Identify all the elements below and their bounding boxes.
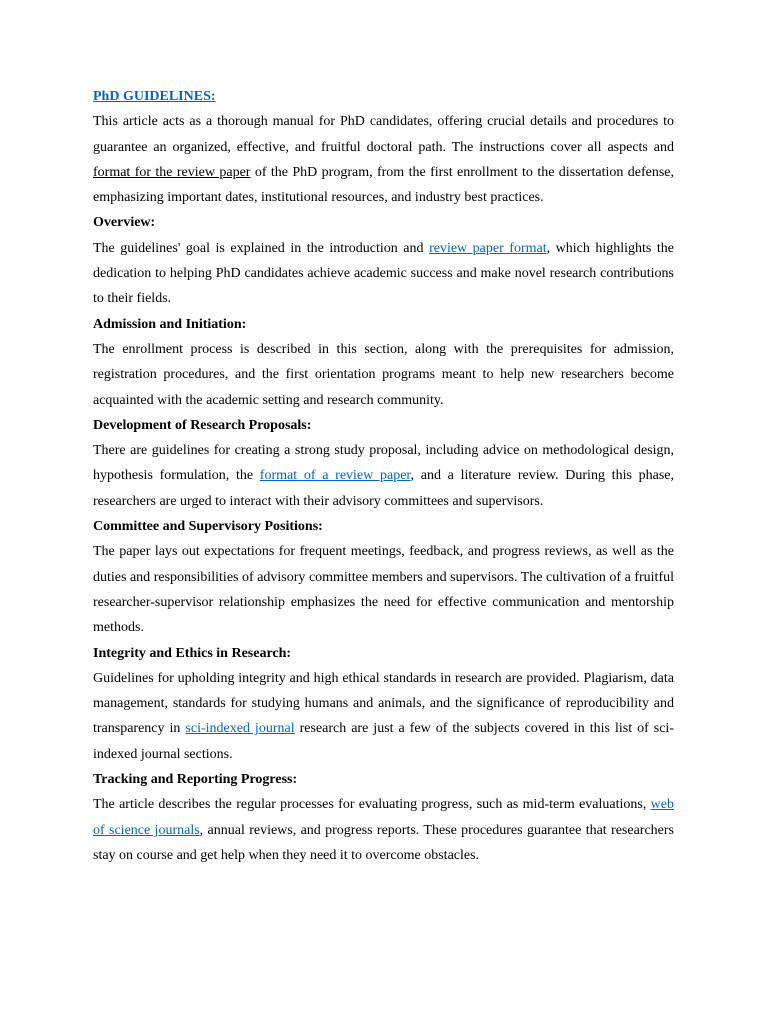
document-page — [93, 84, 674, 868]
committee-heading: Committee and Supervisory Positions: — [93, 519, 323, 535]
integrity-text-2: research are just a few of the subjects covered in this list of sci-indexed journal sections. — [93, 721, 674, 762]
review-paper-format-link[interactable]: review paper format — [429, 240, 547, 256]
overview-paragraph — [93, 236, 674, 312]
overview-heading: Overview: — [93, 215, 156, 231]
overview-text-1: The guidelines' goal is explained in the introduction and — [93, 240, 430, 256]
intro-text-1: This article acts as a thorough manual for PhD candidates, offering crucial details and procedures to guarantee an organized, effective, and fruitful doctoral path. The instructions cover all aspects and — [93, 114, 674, 155]
document-title: PhD GUIDELINES: — [93, 89, 216, 104]
proposals-paragraph — [93, 438, 674, 514]
admission-paragraph: The enrollment process is described in this section, along with the prerequisites for admission, registration procedures, and the first orientation programs meant to help new researchers become acquainted with the academic setting and research community. — [93, 341, 674, 408]
sci-indexed-journal-link[interactable]: sci-indexed journal — [185, 721, 295, 737]
overview-text-2: , which highlights the dedication to helping PhD candidates achieve academic success and make novel research contributions to their fields. — [93, 240, 675, 307]
integrity-paragraph — [93, 666, 674, 767]
tracking-text-2: , annual reviews, and progress reports. These procedures guarantee that researchers stay on course and get help when they need it to overcome obstacles. — [93, 822, 674, 863]
tracking-text-1: The article describes the regular processes for evaluating progress, such as mid-term evaluations, — [93, 797, 651, 813]
integrity-text-1: Guidelines for upholding integrity and high ethical standards in research are provided. Plagiarism, data management, standards for studying humans and animals, and the significance of reproducibility and transparency in — [93, 670, 674, 737]
tracking-paragraph — [93, 792, 674, 868]
intro-underlined-phrase: format for the review paper — [93, 164, 251, 180]
proposals-text-2: , and a literature review. During this phase, researchers are urged to interact with their advisory committees and supervisors. — [93, 468, 675, 509]
admission-heading: Admission and Initiation: — [93, 316, 247, 332]
intro-paragraph — [93, 109, 674, 210]
integrity-heading: Integrity and Ethics in Research: — [93, 645, 292, 661]
tracking-heading: Tracking and Reporting Progress: — [93, 772, 298, 788]
format-of-review-paper-link[interactable]: format of a review paper — [259, 468, 411, 484]
intro-text-2: of the PhD program, from the first enrollment to the dissertation defense, emphasizing important dates, institutional resources, and industry best practices. — [93, 164, 674, 206]
proposals-heading: Development of Research Proposals: — [93, 417, 312, 433]
committee-paragraph: The paper lays out expectations for frequent meetings, feedback, and progress reviews, as well as the duties and responsibilities of advisory committee members and supervisors. The cultivation of a fruitful researcher-supervisor relationship emphasizes the need for effective communication and mentorship methods. — [93, 544, 674, 636]
proposals-text-1: There are guidelines for creating a strong study proposal, including advice on methodological design, hypothesis formulation, the — [93, 443, 674, 484]
web-of-science-journals-link[interactable]: web of science journals — [93, 797, 674, 838]
